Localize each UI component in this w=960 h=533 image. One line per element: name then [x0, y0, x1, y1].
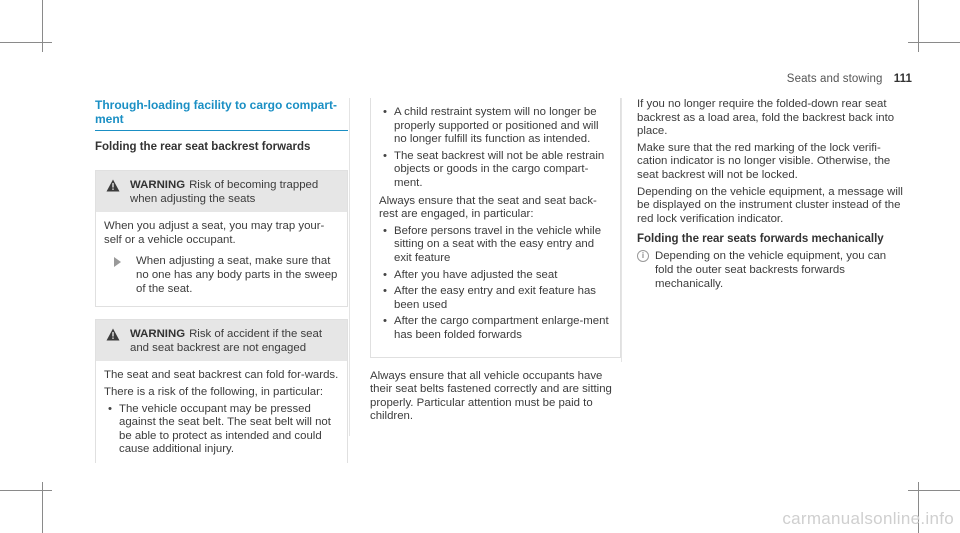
- running-header: [787, 73, 912, 85]
- column-1: [95, 98, 348, 463]
- page-number: 111: [893, 73, 912, 85]
- warning-text: When you adjust a seat, you may trap your-self or a vehicle occupant.: [104, 220, 325, 246]
- crop-mark: [42, 482, 43, 533]
- warning-body: [96, 361, 347, 463]
- list-item: • After the cargo compartment enlarge-ment has been folded forwards: [379, 315, 612, 342]
- warning-header: [96, 320, 347, 361]
- crop-mark: [918, 0, 919, 52]
- warning-body: [96, 212, 347, 306]
- warning-triangle-icon: [106, 179, 120, 197]
- heading-rule: [95, 130, 348, 131]
- crop-mark: [42, 0, 43, 52]
- bullet-list: [104, 403, 339, 457]
- watermark: carmanualsonline.info: [782, 509, 954, 528]
- list-item: • After you have adjusted the seat: [379, 269, 612, 283]
- subsection-heading: Folding the rear seats forwards mechanically: [637, 233, 884, 246]
- paragraph: Always ensure that the seat and seat back-rest are engaged, in particular:: [379, 194, 597, 221]
- crop-mark: [908, 490, 960, 491]
- list-item: • After the easy entry and exit feature has been used: [379, 285, 612, 312]
- warning-box-accident: [95, 319, 348, 463]
- section-heading: Through-loading facility to cargo compart- ment: [95, 98, 338, 126]
- warning-header: [96, 171, 347, 212]
- bullet-list: [379, 225, 612, 343]
- warning-label: WARNING: [130, 328, 186, 341]
- step-arrow-icon: [114, 257, 121, 267]
- note: [637, 250, 903, 291]
- paragraph: Always ensure that all vehicle occupants have their seat belts fastened correctly and are sitting properly. Particular attention must be paid to children.: [370, 369, 612, 423]
- column-3: [637, 98, 903, 291]
- warning-box-continued: [370, 98, 621, 358]
- warning-text: There is a risk of the following, in particular:: [104, 385, 324, 398]
- list-item: • The vehicle occupant may be pressed against the seat belt. The seat belt will not be able to protect as intended and could cause additional injury.: [104, 403, 339, 457]
- paragraph: Make sure that the red marking of the lock verifi-cation indicator is no longer visible. Otherwise, the seat backrest will not be locked.: [637, 141, 891, 181]
- column-divider: [349, 98, 350, 436]
- subsection-heading: Folding the rear seat backrest forwards: [95, 141, 311, 153]
- warning-triangle-icon: [106, 328, 120, 346]
- step-text: When adjusting a seat, make sure that no one has any body parts in the sweep of the seat.: [136, 255, 338, 295]
- column-2: [370, 98, 621, 427]
- paragraph: If you no longer require the folded-down rear seat backrest as a load area, fold the backrest back into place.: [637, 98, 895, 138]
- warning-text: The seat and seat backrest can fold for-wards.: [104, 369, 339, 382]
- list-item: • A child restraint system will no longer be properly supported or positioned and will no longer fulfill its function as intended.: [379, 106, 612, 147]
- list-item: • Before persons travel in the vehicle while sitting on a seat with the easy entry and exit feature: [379, 225, 612, 266]
- warning-title: Risk of becoming trapped when adjusting the seats: [130, 179, 319, 205]
- crop-mark: [908, 42, 960, 43]
- list-item: • The seat backrest will not be able restrain objects or goods in the cargo compart-ment.: [379, 150, 612, 191]
- warning-label: WARNING: [130, 179, 186, 191]
- section-title: Seats and stowing: [786, 73, 883, 85]
- paragraph: Depending on the vehicle equipment, a message will be displayed on the instrument cluster instead of the red lock verification indicator.: [637, 185, 903, 225]
- column-divider: [621, 98, 622, 362]
- action-step: [104, 255, 339, 296]
- bullet-list: [379, 106, 612, 191]
- warning-box-trap: [95, 170, 348, 307]
- crop-mark: [0, 42, 52, 43]
- info-icon: i: [637, 250, 649, 262]
- note-text: Depending on the vehicle equipment, you can fold the outer seat backrests forwards mechanically.: [655, 250, 887, 290]
- crop-mark: [0, 490, 52, 491]
- warning-title: Risk of accident if the seat and seat backrest are not engaged: [130, 328, 323, 354]
